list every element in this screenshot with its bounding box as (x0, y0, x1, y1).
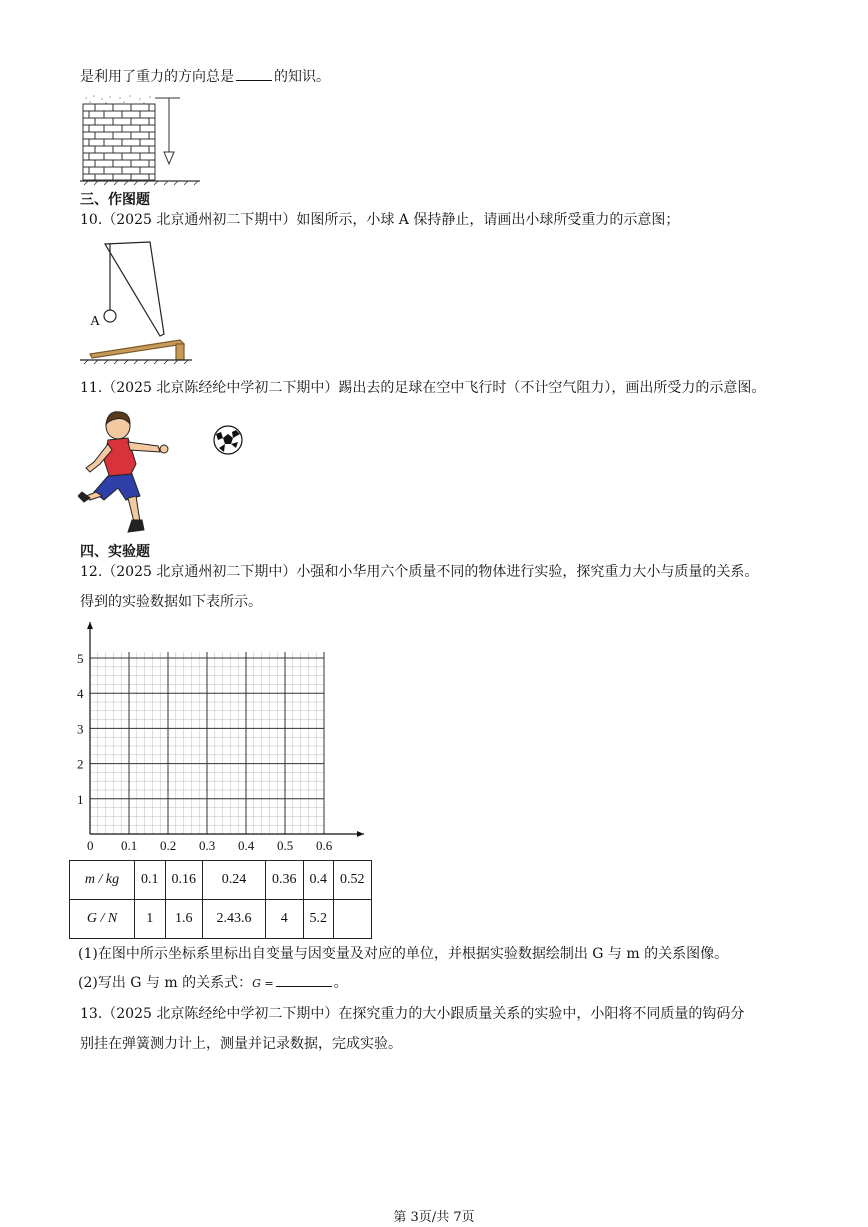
table-cell: 1.6 (165, 900, 203, 939)
brick-wall (83, 104, 155, 180)
y-axis-arrow (87, 622, 93, 629)
plumb-bob (164, 152, 174, 164)
table-cell (334, 900, 372, 939)
ball-on-incline-figure (80, 236, 195, 366)
table-header-mass: m / kg (70, 861, 135, 900)
leaning-board (105, 242, 164, 336)
question-13-line2: 别挂在弹簧测力计上，测量并记录数据，完成实验。 (80, 1036, 402, 1052)
soccer-ball (214, 426, 242, 454)
table-cell: 0.4 (303, 861, 334, 900)
y-tick-label: 4 (77, 686, 84, 702)
y-tick-label: 5 (77, 651, 84, 666)
question-12-sub1: (1)在图中所示坐标系里标出自变量与因变量及对应的单位，并根据实验数据绘制出 G 与 m 的关系图像。 (78, 946, 729, 962)
section-4-heading: 四、实验题 (80, 544, 150, 560)
x-tick-label: 0 (87, 838, 94, 853)
section-3-heading: 三、作图题 (80, 192, 150, 208)
ball-label: A (90, 314, 101, 329)
x-tick-label: 0.2 (160, 838, 177, 853)
table-cell: 0.24 (203, 861, 266, 900)
wooden-incline (90, 340, 184, 358)
gm-coordinate-chart (70, 618, 380, 856)
question-12-line2: 得到的实验数据如下表所示。 (80, 594, 262, 610)
ball-a (104, 310, 116, 322)
mortar-dots (85, 95, 151, 104)
answer-blank (236, 66, 272, 81)
question-12-sub2: (2)写出 G 与 m 的关系式：G = 。 (78, 972, 348, 994)
table-cell: 0.36 (266, 861, 304, 900)
table-cell: 1 (135, 900, 166, 939)
table-row-weight (70, 900, 372, 939)
answer-blank (276, 972, 332, 987)
question-13-line1: 13.（2025 北京陈经纶中学初二下期中）在探究重力的大小跟质量关系的实验中，小阳将不同质量的钩码分 (80, 1006, 745, 1022)
mass-weight-table (69, 860, 372, 939)
table-header-weight: G / N (70, 900, 135, 939)
question-11-text: 11.（2025 北京陈经纶中学初二下期中）踢出去的足球在空中飞行时（不计空气阻力），画出所受力的示意图。 (80, 380, 766, 396)
y-tick-label: 3 (77, 721, 84, 737)
table-cell: 0.1 (135, 861, 166, 900)
question-9-tail: 是利用了重力的方向总是 的知识。 (80, 66, 330, 87)
table-cell: 0.52 (334, 861, 372, 900)
x-tick-label: 0.1 (121, 838, 138, 853)
table-cell: 0.16 (165, 861, 203, 900)
question-10-text: 10.（2025 北京通州初二下期中）如图所示，小球 A 保持静止，请画出小球所受重力的示意图； (80, 212, 680, 228)
x-axis-arrow (357, 831, 364, 837)
question-12-line1: 12.（2025 北京通州初二下期中）小强和小华用六个质量不同的物体进行实验，探究重力大小与质量的关系。 (80, 564, 759, 580)
y-tick-label: 1 (77, 791, 84, 807)
table-cell: 5.2 (303, 900, 334, 939)
soccer-player-figure (78, 404, 258, 544)
x-tick-label: 0.6 (316, 838, 333, 853)
brick-wall-plumb-figure (80, 92, 205, 188)
x-tick-label: 0.3 (199, 838, 216, 853)
table-cell: 2.43.6 (203, 900, 266, 939)
table-row-mass (70, 861, 372, 900)
y-tick-label: 2 (77, 756, 84, 772)
incline-support (176, 344, 184, 360)
table-cell: 4 (266, 900, 304, 939)
player (78, 412, 168, 532)
x-tick-label: 0.5 (277, 838, 294, 853)
page-footer: 第 3页/共 7页 (393, 1210, 475, 1225)
x-tick-label: 0.4 (238, 838, 255, 853)
